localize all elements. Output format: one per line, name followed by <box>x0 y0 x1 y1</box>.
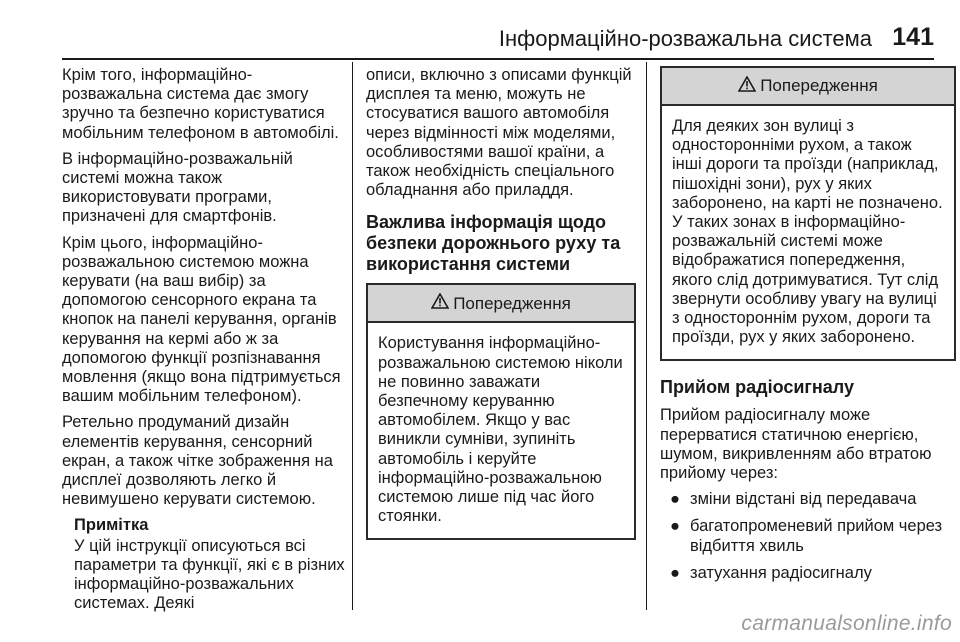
paragraph: Ретельно продуманий дизайн елементів керування, сенсорний екран, а також чітке зображення на дисплеї дозволяють легко й невимушено керувати системою. <box>62 413 333 509</box>
warning-text: Користування інформаційно-розважальною системою ніколи не повинно заважати безпечному керуванню автомобілем. Якщо у вас виникли сумніви, зупиніть автомобіль і керуйте інформаційно-розважальною системою лише під час його стоянки. <box>378 334 623 526</box>
list-item <box>660 490 956 509</box>
list-item-text: затухання радіосигналу <box>690 563 872 582</box>
list-item <box>660 564 956 583</box>
bullet-icon: ● <box>670 517 680 536</box>
warning-triangle-icon <box>738 76 756 96</box>
column-left <box>62 66 352 613</box>
note-text: У цій інструкції описуються всі параметри та функції, які є в різних інформаційно-розважальних системах. Деякі <box>74 536 345 613</box>
column-middle <box>366 66 636 550</box>
section-heading: Важлива інформація щодо безпеки дорожнього руху та використання системи <box>366 212 621 275</box>
bullet-icon: ● <box>670 563 680 582</box>
note-title: Примітка <box>74 516 149 535</box>
paragraph: В інформаційно-розважальній системі можна також використовувати програми, призначені для смартфонів. <box>62 149 293 226</box>
column-divider-1 <box>352 62 353 610</box>
list-item-text: зміни відстані від передавача <box>690 490 917 509</box>
column-right <box>660 66 956 591</box>
column-divider-2 <box>646 62 647 610</box>
section-heading: Прийом радіосигналу <box>660 377 854 398</box>
page-header-title: Інформаційно-розважальна система <box>498 26 872 51</box>
paragraph: Крім того, інформаційно-розважальна система дає змогу зручно та безпечно користуватися мобільним телефоном в автомобілі. <box>62 66 339 142</box>
paragraph: Крім цього, інформаційно-розважальною системою можна керувати (на ваш вибір) за допомогою сенсорного екрана та кнопок на панелі керування, органів керування на кермі або ж за допомогою функції розпізнавання мовлення (якщо вона підтримується вашим мобільним телефоном). <box>62 233 341 406</box>
list-item <box>660 517 956 555</box>
bullet-icon: ● <box>670 490 680 509</box>
warning-text: Для деяких зон вулиці з односторонніми рухом, а також інші дороги та проїзди (наприклад, пішохідні зони), рух у яких заборонено, на карті не позначено. У таких зонах в інформаційно-розважальній системі може відображатися попередження, якого слід дотримуватися. Тут слід звернути особливу увагу на вулиці з одностороннім рухом, дороги та проїзди, рух у яких заборонено. <box>672 117 943 347</box>
warning-title: Попередження <box>453 293 571 313</box>
header-divider <box>62 58 934 60</box>
warning-header <box>368 285 634 323</box>
bullet-list <box>660 490 956 583</box>
paragraph: Прийом радіосигналу може перерватися статичною енергією, шумом, викривленням або втратою прийому через: <box>660 406 932 483</box>
list-item-text: багатопроменевий прийом через відбиття хвиль <box>690 517 943 555</box>
warning-box <box>660 66 956 361</box>
warning-header <box>662 68 954 106</box>
paragraph: описи, включно з описами функцій дисплея та меню, можуть не стосуватися вашого автомобіля через відмінності між моделями, особливостями вашої країни, а також необхідність спеціального обладнання або приладдя. <box>366 66 632 200</box>
warning-triangle-icon <box>431 293 449 313</box>
note-block <box>74 516 352 613</box>
watermark: carmanualsonline.info <box>741 612 952 635</box>
page-number: 141 <box>892 23 934 51</box>
page-header <box>0 0 960 62</box>
warning-title: Попередження <box>760 76 878 96</box>
warning-box <box>366 283 636 540</box>
